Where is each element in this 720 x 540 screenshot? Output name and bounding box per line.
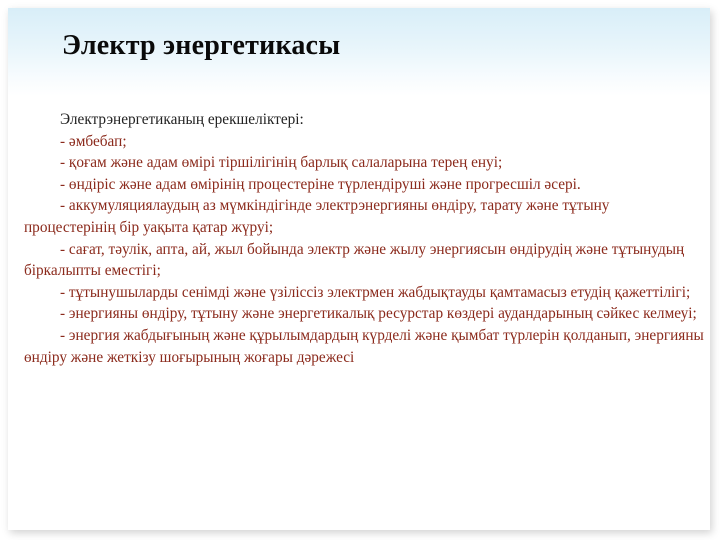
intro-line: Электрэнергетиканың ерекшеліктері: <box>60 111 304 128</box>
slide-body <box>24 109 704 368</box>
list-item: - аккумуляциялаудың аз мүмкіндігінде электрэнергияны өндіру, тарату және тұтыну процестерінің бір уақыта қатар жүруі; <box>24 197 610 236</box>
list-item: - өндіріс және адам өмірінің процестеріне түрлендіруші және прогресшіл әсері. <box>60 175 581 193</box>
list-item: - энергия жабдығының және құрылымдардың күрделі және қымбат түрлерін қолданып, энергияны өндіру және жеткізу шоғырының жоғары дәрежесі <box>24 326 704 366</box>
list-item: - тұтынушыларды сенімді және үзіліссіз электрмен жабдықтауды қамтамасыз етудің қажеттілігі; <box>60 283 691 301</box>
list-item: - қоғам және адам өмірі тіршілігінің барлық салаларына терең енуі; <box>60 154 503 172</box>
slide-title: Электр энергетикасы <box>62 30 341 61</box>
list-item: - әмбебап; <box>60 132 127 150</box>
list-item: - сағат, тәулік, апта, ай, жыл бойында электр және жылу энергиясын өндірудің және тұтынудың біркалыпты еместігі; <box>24 240 685 280</box>
list-item: - энергияны өндіру, тұтыну және энергетикалық ресурстар көздері аудандарының сәйкес келмеуі; <box>60 305 697 323</box>
